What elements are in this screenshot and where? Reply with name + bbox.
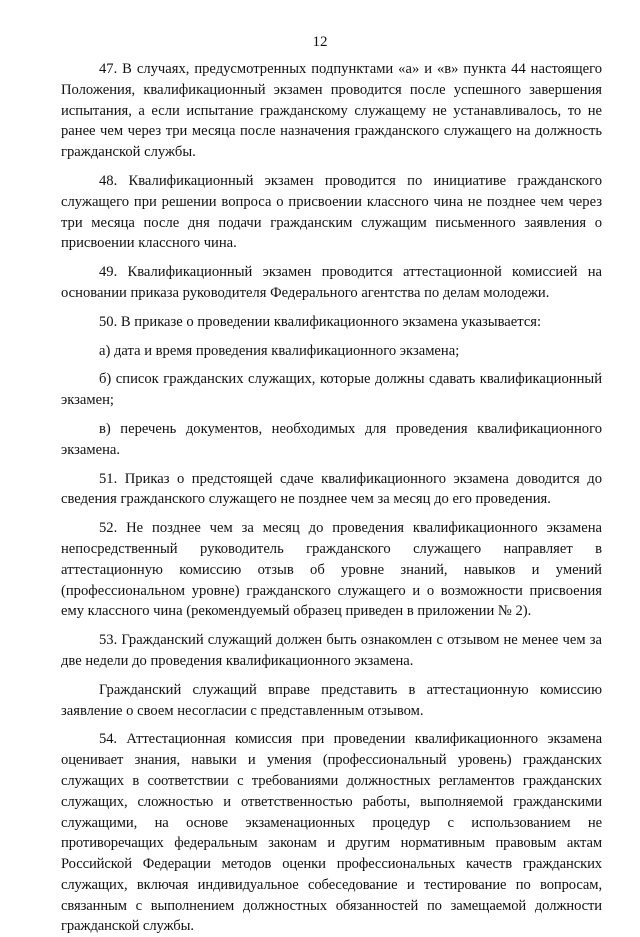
- paragraph-52: 52. Не позднее чем за месяц до проведения квалификационного экзамена непосредственный руководитель гражданского служащего направляет в аттестационную комиссию отзыв об уровне знаний, навыков и умений (профессиональном уровне) гражданского служащего и о возможности присвоения ему классного чина (рекомендуемый образец приведен в приложении № 2).: [61, 520, 602, 620]
- paragraph-47: 47. В случаях, предусмотренных подпунктами «а» и «в» пункта 44 настоящего Положения, квалификационный экзамен проводится после успешного завершения испытания, а если испытание гражданскому служащему не устанавливалось, то не ранее чем через три месяца после назначения гражданского служащего на должность гражданской службы.: [61, 61, 602, 161]
- paragraph-51: 51. Приказ о предстоящей сдаче квалификационного экзамена доводится до сведения гражданского служащего не позднее чем за месяц до его проведения.: [61, 470, 602, 508]
- paragraph-53: 53. Гражданский служащий должен быть ознакомлен с отзывом не менее чем за две недели до проведения квалификационного экзамена.: [61, 632, 602, 669]
- paragraph-54: 54. Аттестационная комиссия при проведении квалификационного экзамена оценивает знания, навыки и умения (профессиональный уровень) гражданских служащих в соответствии с требованиями должностных регламентов гражданских служащих, сложностью и ответственностью работы, выполняемой гражданскими служащими, на основе экзаменационных процедур с использованием не противоречащих федеральным законам и другим нормативным правовым актам Российской Федерации методов оценки профессиональных качеств гражданских служащих, включая индивидуальное собеседование и тестирование по вопросам, связанным с выполнением должностных обязанностей по замещаемой должности гражданской службы.: [61, 731, 602, 935]
- list-item-v: в) перечень документов, необходимых для проведения квалификационного экзамена.: [61, 420, 602, 458]
- page-number: 12: [312, 34, 328, 50]
- list-item-a: а) дата и время проведения квалификационного экзамена;: [99, 342, 460, 359]
- paragraph-50: 50. В приказе о проведении квалификационного экзамена указывается:: [99, 313, 542, 330]
- document-body: [61, 59, 602, 937]
- paragraph-53-note: Гражданский служащий вправе представить в аттестационную комиссию заявление о своем несогласии с представленным отзывом.: [61, 681, 602, 719]
- list-item-b: б) список гражданских служащих, которые должны сдавать квалификационный экзамен;: [61, 371, 602, 409]
- paragraph-49: 49. Квалификационный экзамен проводится аттестационной комиссией на основании приказа руководителя Федерального агентства по делам молодежи.: [61, 264, 602, 301]
- paragraph-48: 48. Квалификационный экзамен проводится по инициативе гражданского служащего при решении вопроса о присвоении классного чина не позднее чем через три месяца после дня подачи гражданским служащим письменного заявления о присвоении классного чина.: [61, 172, 602, 252]
